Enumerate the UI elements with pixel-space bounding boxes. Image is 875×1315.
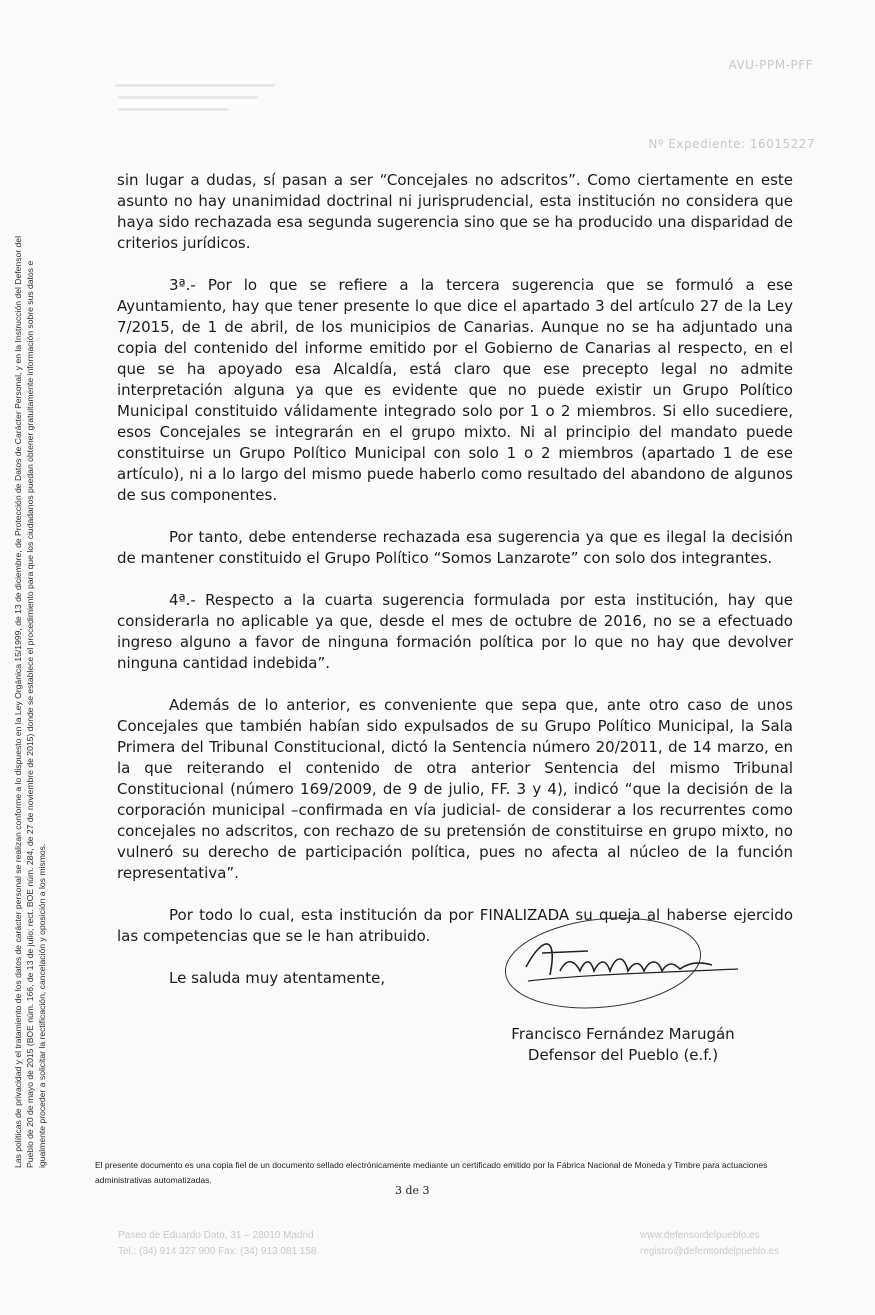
- address-line: Paseo de Eduardo Dato, 31 – 28010 Madrid: [118, 1230, 314, 1241]
- paragraph-constitutional-court: Además de lo anterior, es conveniente que sepa que, ante otro caso de unos Concejales que también habían sido expulsados de su Grupo Político Municipal, la Sala Primera del Tribunal Constitucional, dictó la Sentencia número 20/2011, de 14 marzo, en la que reiterando el contenido de otra anterior Sentencia del mismo Tribunal Constitucional (número 169/2009, de 9 de julio, FF. 3 y 4), indicó “que la decisión de la corporación municipal –confirmada en vía judicial- de considerar a los recurrentes como concejales no adscritos, con rechazo de su pretensión de constituirse en grupo mixto, no vulneró su derecho de participación política, pues no afecta al núcleo de la función representativa”.: [117, 696, 793, 882]
- reference-code: AVU-PPM-PFF: [728, 58, 813, 72]
- paragraph-rejection: Por tanto, debe entenderse rechazada esa sugerencia ya que es ilegal la decisión de mantener constituido el Grupo Político “Somos Lanzarote” con solo dos integrantes.: [117, 528, 793, 567]
- faded-letterhead-mark: [118, 108, 228, 111]
- page-number: 3 de 3: [395, 1184, 430, 1197]
- website-link: www.defensordelpueblo.es: [640, 1230, 760, 1241]
- signer-name: Francisco Fernández Marugán: [511, 1025, 735, 1043]
- faded-letterhead-mark: [118, 96, 258, 99]
- side-note-line: igualmente proceder a solicitar la rectificación, cancelación y oposición a los mismos.: [37, 843, 47, 1168]
- signer-block: [488, 1024, 758, 1066]
- paragraph-continuation: sin lugar a dudas, sí pasan a ser “Concejales no adscritos”. Como ciertamente en este asunto no hay unanimidad doctrinal ni jurisprudencial, esta institución no considera que haya sido rechazada esa segunda sugerencia sino que se ha producido una disparidad de criterios jurídicos.: [117, 171, 793, 252]
- paragraph-conclusion: Por todo lo cual, esta institución da por FINALIZADA su queja al haberse ejercido las competencias que se le han atribuido.: [117, 906, 793, 945]
- side-note-line: Las políticas de privacidad y el tratamiento de los datos de carácter personal se realizan conforme a lo dispuesto en la Ley Orgánica 15/1999, de 13 de diciembre, de Protección de Datos de Carácter Personal, y en la Instrucción del Defensor del: [13, 236, 23, 1168]
- address-phone: Tel.: (34) 914 327 900 Fax: (34) 913 081 158: [118, 1246, 317, 1257]
- faded-letterhead-mark: [115, 84, 275, 87]
- contact-email: registro@defensordelpueblo.es: [640, 1246, 780, 1257]
- paragraph-third-suggestion: 3ª.- Por lo que se refiere a la tercera sugerencia que se formuló a ese Ayuntamiento, hay que tener presente lo que dice el apartado 3 del artículo 27 de la Ley 7/2015, de 1 de abril, de los municipios de Canarias. Aunque no se ha adjuntado una copia del contenido del informe emitido por el Gobierno de Canarias al respecto, en el que se ha apoyado esa Alcaldía, está claro que ese precepto legal no admite interpretación alguna ya que es evidente que no puede existir un Grupo Político Municipal constituido válidamente integrado solo por 1 o 2 miembros. Si ello sucediere, esos Concejales se integrarán en el grupo mixto. Ni al principio del mandato puede constituirse un Grupo Político Municipal con solo 1 o 2 miembros (apartado 1 de ese artículo), ni a lo largo del mismo puede haberlo como resultado del abandono de algunos de sus componentes.: [117, 276, 793, 504]
- letter-body: [117, 170, 793, 1010]
- signer-title: Defensor del Pueblo (e.f.): [527, 1046, 719, 1064]
- side-note-line: Pueblo de 20 de mayo de 2015 (BOE núm. 166, de 13 de julio; rect. BOE núm. 284, de 27 de noviembre de 2015) donde se establece el procedimiento para que los ciudadanos puedan obtener gratuitamente información sobre sus datos e: [25, 260, 35, 1168]
- file-number: Nº Expediente: 16015227: [648, 137, 815, 151]
- footer-address: [118, 1228, 316, 1260]
- footer-contact: [640, 1228, 779, 1260]
- closing-salutation: Le saluda muy atentamente,: [169, 969, 386, 987]
- electronic-seal-note: El presente documento es una copia fiel de un documento sellado electrónicamente mediante un certificado emitido por la Fábrica Nacional de Moneda y Timbre para actuaciones administrativas automatizadas.: [95, 1160, 768, 1185]
- privacy-side-note: [0, 0, 80, 1315]
- paragraph-fourth-suggestion: 4ª.- Respecto a la cuarta sugerencia formulada por esta institución, hay que considerarla no aplicable ya que, desde el mes de octubre de 2016, no se a efectuado ingreso alguno a favor de ninguna formación política por lo que no hay que devolver ninguna cantidad indebida”.: [117, 591, 793, 672]
- handwritten-signature: [498, 905, 753, 1015]
